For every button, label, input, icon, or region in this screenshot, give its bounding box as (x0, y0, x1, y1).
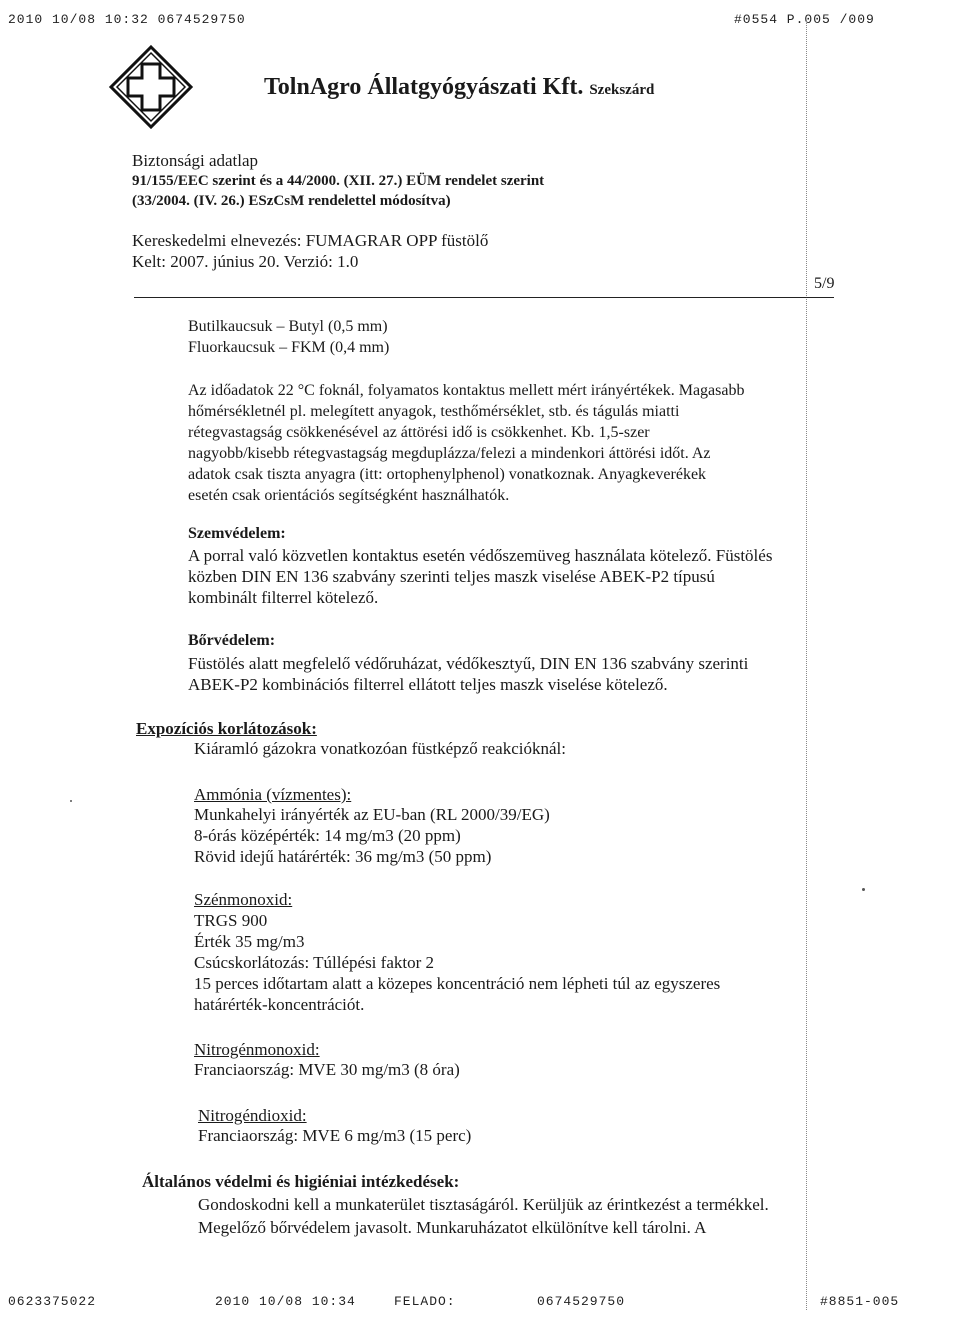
paragraph-line: Füstölés alatt megfelelő védőruházat, védőkesztyű, DIN EN 136 szabvány szerinti (188, 654, 749, 673)
fax-footer-page: #8851-005 (820, 1294, 900, 1309)
hygiene-text (198, 1193, 769, 1239)
page-number: 5/9 (814, 275, 835, 292)
fax-header-left: 2010 10/08 10:32 0674529750 (8, 12, 246, 27)
paragraph-line: határérték-koncentrációt. (194, 995, 365, 1014)
regulation-line-1: 91/155/EEC szerint és a 44/2000. (XII. 27.) EÜM rendelet szerint (132, 173, 545, 189)
fax-footer-sender-label: FELADO: (394, 1294, 456, 1309)
fax-footer-sender: 0674529750 (537, 1294, 626, 1309)
paragraph-line: ABEK-P2 kombinációs filterrel ellátott teljes maszk viselése kötelező. (188, 675, 668, 694)
fax-header-right: #0554 P.005 /009 (734, 12, 875, 27)
paragraph-line: Érték 35 mg/m3 (194, 932, 305, 951)
skin-protection-heading: Bőrvédelem: (188, 632, 276, 649)
header-divider (134, 297, 834, 298)
paragraph-line: esetén csak orientációs segítségként használhatók. (188, 487, 510, 504)
regulation-line-2: (33/2004. (IV. 26.) ESzCsM rendelettel módosítva) (132, 193, 451, 209)
doc-title: Biztonsági adatlap (132, 151, 259, 170)
paragraph-line: rétegvastagság csökkenésével az áttörési idő is csökkenhet. Kb. 1,5-szer (188, 424, 650, 441)
eye-protection-heading: Szemvédelem: (188, 525, 286, 542)
paragraph-line: Gondoskodni kell a munkaterület tisztaságáról. Kerüljük az érintkezést a termékkel. (198, 1195, 769, 1214)
company-name-text: TolnAgro Állatgyógyászati Kft. (264, 74, 584, 100)
paragraph-line: kombinált filterrel kötelező. (188, 588, 379, 607)
paragraph-line: Az időadatok 22 °C foknál, folyamatos kontaktus mellett mért irányértékek. Magasabb (188, 382, 745, 399)
glove-material-list (188, 316, 389, 358)
paragraph-line: Csúcskorlátozás: Túllépési faktor 2 (194, 953, 434, 972)
eye-protection-text (188, 545, 772, 608)
paragraph-line: 15 perces időtartam alatt a közepes koncentráció nem lépheti túl az egyszeres (194, 974, 721, 993)
company-city: Szekszárd (589, 82, 655, 98)
scan-speck (70, 800, 72, 802)
no2-title: Nitrogéndioxid: (198, 1106, 307, 1125)
co-values (194, 910, 720, 1015)
company-name (264, 74, 654, 101)
glove-material-1: Butilkaucsuk – Butyl (0,5 mm) (188, 318, 388, 335)
paragraph-line: adatok csak tiszta anyagra (itt: ortophenylphenol) vonatkoznak. Anyagkeverékek (188, 466, 707, 483)
paragraph-line: TRGS 900 (194, 911, 268, 930)
exposure-heading: Expozíciós korlátozások: (136, 719, 317, 738)
paragraph-line: hőmérsékletnél pl. melegített anyagok, testhőmérséklet, stb. és tágulás miatti (188, 403, 680, 420)
fax-footer-datetime: 2010 10/08 10:34 (215, 1294, 356, 1309)
cross-logo-icon (108, 44, 194, 130)
skin-protection-text (188, 653, 748, 695)
glove-material-2: Fluorkaucsuk – FKM (0,4 mm) (188, 339, 390, 356)
paragraph-line: Megelőző bőrvédelem javasolt. Munkaruházatot elkülönítve kell tárolni. A (198, 1218, 707, 1237)
trade-name: Kereskedelmi elnevezés: FUMAGRAR OPP füstölő (132, 231, 489, 250)
paragraph-line: Rövid idejű határérték: 36 mg/m3 (50 ppm) (194, 847, 492, 866)
scan-speck (862, 888, 865, 891)
exposure-intro: Kiáramló gázokra vonatkozóan füstképző reakcióknál: (194, 739, 566, 758)
no2-value: Franciaország: MVE 6 mg/m3 (15 perc) (198, 1126, 472, 1145)
page-fold-line (806, 20, 807, 1310)
date-version: Kelt: 2007. június 20. Verzió: 1.0 (132, 252, 359, 271)
fax-footer-number: 0623375022 (8, 1294, 97, 1309)
ammonia-title: Ammónia (vízmentes): (194, 785, 352, 804)
breakthrough-time-paragraph (188, 380, 744, 506)
paragraph-line: nagyobb/kisebb rétegvastagság megduplázza/felezi a mindenkori áttörési időt. Az (188, 445, 711, 462)
no-title: Nitrogénmonoxid: (194, 1040, 320, 1059)
no-value: Franciaország: MVE 30 mg/m3 (8 óra) (194, 1060, 460, 1079)
hygiene-heading: Általános védelmi és higiéniai intézkedések: (142, 1172, 460, 1191)
paragraph-line: 8-órás középérték: 14 mg/m3 (20 ppm) (194, 826, 461, 845)
paragraph-line: Munkahelyi irányérték az EU-ban (RL 2000/39/EG) (194, 805, 550, 824)
co-title: Szénmonoxid: (194, 890, 293, 909)
paragraph-line: A porral való közvetlen kontaktus esetén védőszemüveg használata kötelező. Füstölés (188, 546, 773, 565)
paragraph-line: közben DIN EN 136 szabvány szerinti teljes maszk viselése ABEK-P2 típusú (188, 567, 715, 586)
ammonia-values (194, 804, 550, 867)
